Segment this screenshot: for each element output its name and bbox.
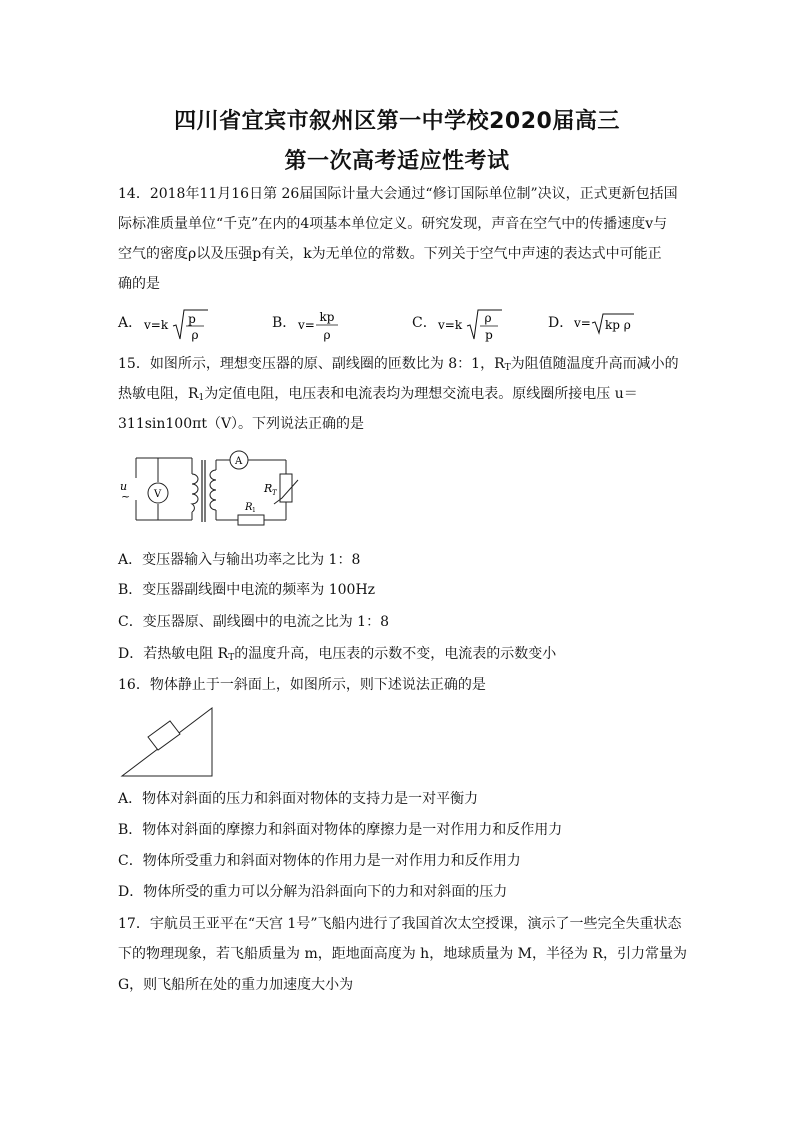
resistor-label-sub: 1 [252, 507, 256, 514]
fixed-resistor [238, 515, 264, 525]
q15-line-1: 15．如图所示，理想变压器的原、副线圈的匝数比为 8：1，$R_T$为阻值随温度升高而减小的 [118, 356, 679, 373]
q14-line-2: 际标准质量单位“千克”在内的4项基本单位定义。研究发现，声音在空气中的传播速度v与 [118, 216, 668, 232]
q14-option-c [412, 313, 437, 333]
q15-option-d: D．若热敏电阻 $R_T$的温度升高，电压表的示数不变，电流表的示数变小 [118, 646, 557, 663]
q16-option-d: D．物体所受的重力可以分解为沿斜面向下的力和对斜面的压力 [118, 884, 508, 900]
primary-coil [192, 474, 198, 512]
q14-option-d-expr: v= [574, 316, 591, 330]
q14-option-d-radicand: kp ρ [605, 318, 631, 332]
thermistor-label: R [264, 482, 273, 495]
q17-line-3: G，则飞船所在处的重力加速度大小为 [118, 977, 354, 993]
q16-option-a: A．物体对斜面的压力和斜面对物体的支持力是一对平衡力 [118, 791, 479, 807]
q14-line-1: 14．2018年11月16日第 26届国际计量大会通过“修订国际单位制”决议，正式更新包括国 [118, 186, 678, 202]
q14-option-b-label: B． [272, 315, 297, 331]
q14-option-c-expr: v=k [438, 318, 463, 332]
block [148, 721, 180, 750]
q14-line-4: 确的是 [118, 276, 160, 292]
q14-option-b-expr: v= [298, 318, 315, 332]
q16-option-b: B．物体对斜面的摩擦力和斜面对物体的摩擦力是一对作用力和反作用力 [118, 822, 563, 838]
resistor-label: R [245, 502, 253, 513]
q14-option-b-denominator: ρ [323, 328, 331, 342]
voltmeter-label: V [154, 489, 162, 500]
q14-option-a-denominator: ρ [191, 328, 199, 342]
q14-option-a-formula [142, 306, 212, 344]
q17-line-1: 17．宇航员王亚平在“天宫 1号”飞船内进行了我国首次太空授课，演示了一些完全失重状态 [118, 916, 682, 932]
q14-option-c-denominator: p [485, 328, 493, 342]
q15-line-2: 热敏电阻，$R_1$为定值电阻，电压表和电流表均为理想交流电表。原线圈所接电压 u＝ [118, 386, 638, 403]
q16-option-c: C．物体所受重力和斜面对物体的作用力是一对作用力和反作用力 [118, 853, 521, 869]
q14-option-c-formula [436, 306, 506, 344]
q14-option-b-numerator: kp [319, 310, 335, 324]
transformer-circuit-diagram [118, 448, 304, 530]
q17-line-2: 下的物理现象，若飞船质量为 m，距地面高度为 h，地球质量为 M，半径为 R，引力常量为 [118, 946, 687, 962]
q14-option-c-numerator: ρ [484, 311, 492, 325]
q14-line-3: 空气的密度ρ以及压强p有关，k为无单位的常数。下列关于空气中声速的表达式中可能正 [118, 246, 662, 262]
q14-option-d [548, 313, 573, 333]
q14-option-a-label: A． [118, 315, 143, 331]
secondary-coil [210, 470, 216, 510]
q14-option-b-formula [296, 306, 346, 344]
q14-option-a-numerator: p [188, 312, 196, 326]
q14-option-d-label: D． [548, 315, 574, 331]
page-title-line2: 第一次高考适应性考试 [284, 149, 510, 174]
q15-option-b: B．变压器副线圈中电流的频率为 100Hz [118, 582, 376, 598]
voltage-label: u [120, 480, 128, 493]
q15-option-c: C．变压器原、副线圈中的电流之比为 1：8 [118, 614, 389, 630]
q14-option-a-expr: v=k [144, 318, 169, 332]
thermistor-label-sub: T [272, 489, 277, 497]
q14-option-b [272, 313, 296, 333]
incline-block-diagram [118, 702, 218, 780]
q14-option-a [118, 313, 142, 333]
page-title-line1: 四川省宜宾市叙州区第一中学校2020届高三 [174, 109, 620, 134]
q15-option-a: A．变压器输入与输出功率之比为 1：8 [118, 552, 361, 568]
q14-option-d-formula [572, 306, 638, 344]
q16-stem: 16．物体静止于一斜面上，如图所示，则下述说法正确的是 [118, 677, 486, 693]
ammeter-label: A [235, 456, 243, 467]
q14-option-c-label: C． [412, 315, 437, 331]
ac-symbol: ~ [121, 490, 131, 503]
q15-line-3: 311sin100πt（V）。下列说法正确的是 [118, 416, 365, 432]
